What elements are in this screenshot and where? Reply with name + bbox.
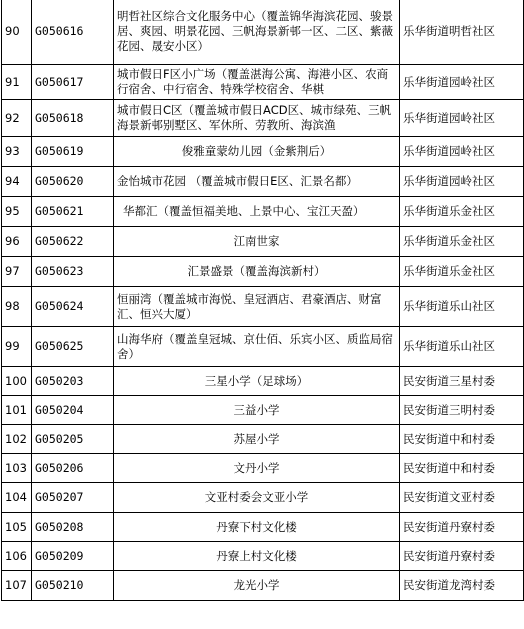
row-number: 99	[5, 339, 20, 353]
site-name: 山海华府（覆盖皇冠城、京仕佰、乐宾小区、质监局宿舍）	[117, 331, 393, 361]
row-number-cell	[2, 65, 32, 100]
table-row	[2, 513, 524, 542]
table-row	[2, 571, 524, 601]
table-row	[2, 65, 524, 100]
community-name: 乐华街道园岭社区	[403, 144, 495, 158]
site-name-cell	[114, 425, 400, 454]
table-row	[2, 483, 524, 513]
community-name-cell	[400, 542, 524, 571]
table-row	[2, 425, 524, 454]
row-number: 106	[5, 548, 27, 563]
site-name: 文丹小学	[233, 460, 280, 475]
site-code-cell	[32, 542, 114, 571]
site-code: G050208	[35, 519, 84, 534]
community-name: 民安街道三星村委	[403, 373, 495, 388]
table-row	[2, 167, 524, 197]
site-name-cell	[114, 227, 400, 257]
site-name: 华都汇（覆盖恒福美地、上景中心、宝江天盈）	[123, 204, 365, 218]
table-row	[2, 257, 524, 287]
row-number-cell	[2, 257, 32, 287]
site-name-cell	[114, 396, 400, 425]
community-name-cell	[400, 100, 524, 137]
row-number-cell	[2, 167, 32, 197]
community-name-cell	[400, 227, 524, 257]
site-name-cell	[114, 513, 400, 542]
site-code: G050206	[35, 460, 84, 475]
table-row	[2, 100, 524, 137]
site-code: G050619	[35, 144, 84, 158]
table-row	[2, 197, 524, 227]
community-name: 乐华街道乐金社区	[403, 234, 495, 248]
site-code-cell	[32, 100, 114, 137]
row-number: 103	[5, 460, 27, 475]
row-number-cell	[2, 513, 32, 542]
site-code-cell	[32, 287, 114, 327]
table-row	[2, 327, 524, 367]
site-code-cell	[32, 0, 114, 65]
row-number-cell	[2, 227, 32, 257]
row-number-cell	[2, 425, 32, 454]
site-name: 城市假日C区（覆盖城市假日ACD区、城市绿苑、三帆海景新邨别墅区、军休所、劳教所、海滨渔	[117, 103, 392, 132]
community-name-cell	[400, 513, 524, 542]
community-name: 乐华街道园岭社区	[403, 110, 495, 125]
table-body	[2, 0, 524, 601]
site-code: G050625	[35, 339, 84, 353]
site-name: 汇景盛景（覆盖海滨新村）	[187, 264, 326, 278]
table-row	[2, 137, 524, 167]
site-name: 丹寮上村文化楼	[216, 548, 297, 563]
row-number: 96	[5, 234, 20, 248]
row-number: 104	[5, 490, 27, 504]
site-table	[1, 0, 524, 601]
community-name-cell	[400, 287, 524, 327]
row-number: 100	[5, 373, 27, 388]
site-name-cell	[114, 257, 400, 287]
row-number-cell	[2, 367, 32, 396]
site-name: 三星小学（足球场）	[204, 373, 309, 388]
site-name-cell	[114, 167, 400, 197]
site-name: 恒丽湾（覆盖城市海悦、皇冠酒店、君豪酒店、财富汇、恒兴大厦）	[117, 291, 382, 321]
community-name: 民安街道龙湾村委	[403, 578, 495, 592]
community-name-cell	[400, 396, 524, 425]
community-name: 乐华街道园岭社区	[403, 174, 495, 188]
community-name: 乐华街道乐金社区	[403, 264, 495, 278]
row-number-cell	[2, 396, 32, 425]
community-name-cell	[400, 137, 524, 167]
row-number: 90	[5, 24, 20, 38]
site-name: 丹寮下村文化楼	[216, 519, 297, 534]
site-name-cell	[114, 327, 400, 367]
site-name-cell	[114, 287, 400, 327]
site-name: 金怡城市花园 （覆盖城市假日E区、汇景名都）	[117, 174, 358, 188]
community-name-cell	[400, 197, 524, 227]
site-code: G050205	[35, 431, 84, 446]
community-name-cell	[400, 327, 524, 367]
site-name-cell	[114, 571, 400, 601]
site-name-cell	[114, 542, 400, 571]
site-code: G050209	[35, 548, 84, 563]
row-number: 107	[5, 578, 27, 592]
row-number-cell	[2, 454, 32, 483]
site-code-cell	[32, 425, 114, 454]
row-number: 98	[5, 299, 20, 313]
site-code: G050623	[35, 264, 84, 278]
community-name-cell	[400, 257, 524, 287]
site-code: G050207	[35, 490, 84, 504]
site-code: G050618	[35, 110, 84, 125]
row-number-cell	[2, 197, 32, 227]
row-number-cell	[2, 483, 32, 513]
community-name: 民安街道文亚村委	[403, 490, 495, 504]
community-name: 乐华街道明哲社区	[403, 24, 495, 38]
site-code-cell	[32, 197, 114, 227]
site-code: G050203	[35, 373, 84, 388]
site-code-cell	[32, 65, 114, 100]
community-name: 民安街道中和村委	[403, 460, 495, 475]
community-name-cell	[400, 571, 524, 601]
site-code: G050620	[35, 174, 84, 188]
community-name-cell	[400, 483, 524, 513]
site-name-cell	[114, 197, 400, 227]
site-code: G050210	[35, 578, 84, 592]
row-number-cell	[2, 542, 32, 571]
community-name: 民安街道丹寮村委	[403, 548, 495, 563]
table-row	[2, 287, 524, 327]
row-number: 105	[5, 519, 27, 534]
site-name: 江南世家	[233, 234, 280, 248]
row-number: 91	[5, 74, 20, 89]
row-number-cell	[2, 327, 32, 367]
row-number: 102	[5, 431, 27, 446]
community-name-cell	[400, 454, 524, 483]
row-number-cell	[2, 100, 32, 137]
site-code-cell	[32, 454, 114, 483]
site-code: G050204	[35, 402, 84, 417]
community-name-cell	[400, 425, 524, 454]
table-row	[2, 367, 524, 396]
site-code-cell	[32, 167, 114, 197]
community-name-cell	[400, 65, 524, 100]
row-number: 92	[5, 110, 20, 125]
row-number: 94	[5, 174, 20, 188]
row-number: 95	[5, 204, 20, 218]
site-name: 三益小学	[233, 402, 280, 417]
community-name-cell	[400, 367, 524, 396]
site-code: G050621	[35, 204, 84, 218]
site-name-cell	[114, 65, 400, 100]
site-code-cell	[32, 513, 114, 542]
site-name-cell	[114, 483, 400, 513]
community-name: 民安街道三明村委	[403, 402, 495, 417]
row-number-cell	[2, 571, 32, 601]
community-name-cell	[400, 167, 524, 197]
community-name: 乐华街道园岭社区	[403, 74, 495, 89]
site-code: G050617	[35, 74, 84, 89]
site-name: 城市假日F区小广场（覆盖湛海公寓、海港小区、农商行宿舍、中行宿舍、特殊学校宿舍、华棋	[117, 67, 389, 96]
row-number-cell	[2, 0, 32, 65]
site-name-cell	[114, 100, 400, 137]
site-code-cell	[32, 227, 114, 257]
site-code: G050616	[35, 24, 84, 38]
table-row	[2, 454, 524, 483]
site-name-cell	[114, 367, 400, 396]
community-name: 乐华街道乐金社区	[403, 204, 495, 218]
site-code: G050622	[35, 234, 84, 248]
site-name: 俊雅童蒙幼儿园（金紫荆后）	[181, 144, 332, 158]
site-name: 龙光小学	[233, 578, 280, 592]
site-code-cell	[32, 396, 114, 425]
community-name: 民安街道丹寮村委	[403, 519, 495, 534]
site-name: 文亚村委会文亚小学	[204, 490, 309, 504]
site-name-cell	[114, 454, 400, 483]
site-code-cell	[32, 137, 114, 167]
table-row	[2, 227, 524, 257]
row-number-cell	[2, 287, 32, 327]
row-number-cell	[2, 137, 32, 167]
site-code-cell	[32, 327, 114, 367]
table-row	[2, 396, 524, 425]
community-name: 乐华街道乐山社区	[403, 299, 495, 313]
site-name-cell	[114, 0, 400, 65]
table-row	[2, 542, 524, 571]
site-code-cell	[32, 367, 114, 396]
community-name: 乐华街道乐山社区	[403, 339, 495, 353]
site-name: 苏屋小学	[233, 431, 280, 446]
community-name-cell	[400, 0, 524, 65]
table-row	[2, 0, 524, 65]
site-name-cell	[114, 137, 400, 167]
site-code-cell	[32, 257, 114, 287]
community-name: 民安街道中和村委	[403, 431, 495, 446]
site-name: 明哲社区综合文化服务中心（覆盖锦华海滨花园、骏景居、爽园、明景花园、三帆海景新邨一区、二区、紫薇花园、晟安小区）	[117, 9, 393, 53]
row-number: 93	[5, 144, 20, 158]
row-number: 97	[5, 264, 20, 278]
row-number: 101	[5, 402, 27, 417]
site-code-cell	[32, 571, 114, 601]
site-code-cell	[32, 483, 114, 513]
site-code: G050624	[35, 299, 84, 313]
